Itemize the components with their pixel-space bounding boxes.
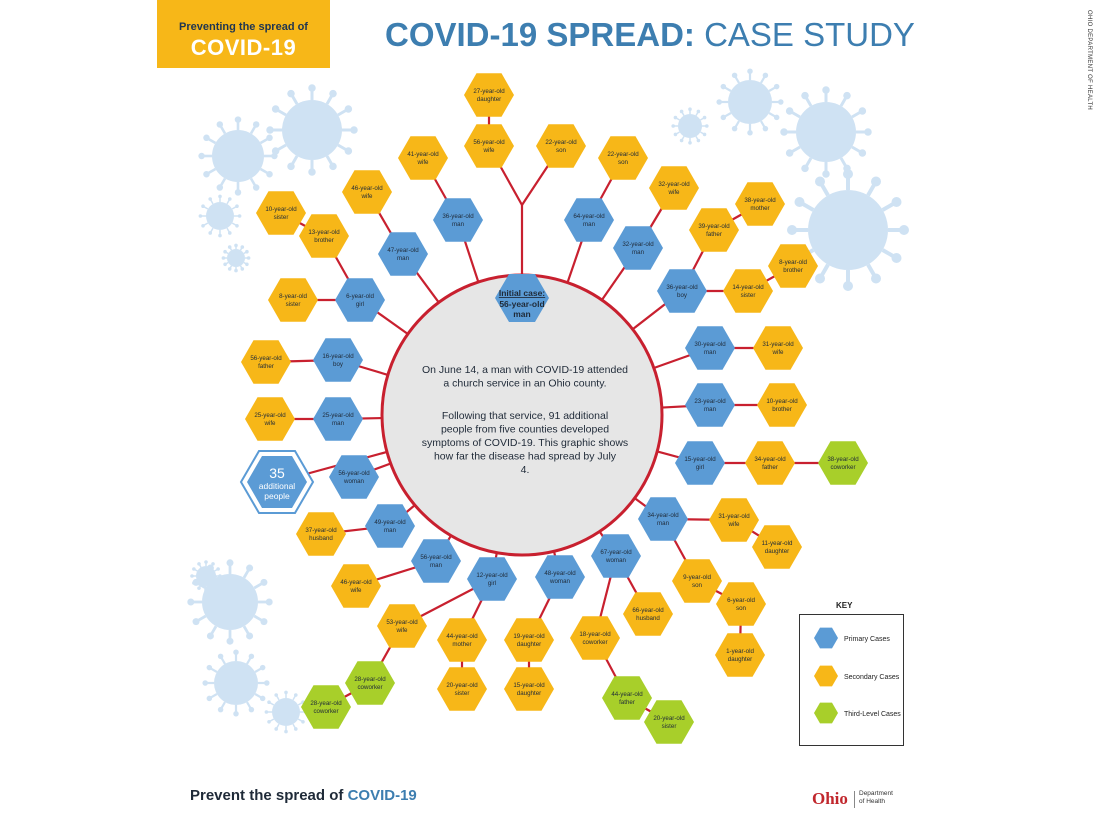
case-hex-secondary xyxy=(437,667,487,710)
footer-tagline xyxy=(190,787,417,804)
case-hex-primary xyxy=(685,383,735,426)
case-hex-primary xyxy=(378,232,428,275)
page-title xyxy=(385,16,915,54)
case-hex-third xyxy=(644,700,694,743)
case-hex-secondary xyxy=(570,616,620,659)
case-relation: daughter xyxy=(516,690,542,697)
case-hex-secondary xyxy=(536,124,586,167)
case-age: 56-year-old xyxy=(250,355,282,362)
case-relation: man xyxy=(582,221,596,228)
case-relation: daughter xyxy=(476,96,502,103)
case-relation: brother xyxy=(314,237,334,244)
case-hex-secondary xyxy=(299,214,349,257)
ohio-logo xyxy=(812,789,893,809)
case-relation: man xyxy=(631,249,645,256)
center-paragraph-2: Following that service, 91 additional people from five counties developed symptoms of COVID-19. This graphic shows how far the disease had spread by July 4. xyxy=(421,410,629,476)
case-hex-secondary xyxy=(753,326,803,369)
case-relation: sister xyxy=(740,292,756,299)
case-relation: sister xyxy=(273,214,289,221)
case-relation: coworker xyxy=(313,708,339,715)
case-relation: mother xyxy=(452,641,472,648)
legend-key xyxy=(799,614,904,746)
case-hex-secondary xyxy=(623,592,673,635)
case-relation: wife xyxy=(361,193,373,200)
case-hex-primary xyxy=(535,555,585,598)
case-age: 46-year-old xyxy=(351,185,383,192)
key-title: KEY xyxy=(836,601,853,610)
case-age: 44-year-old xyxy=(446,633,478,640)
case-relation: son xyxy=(556,147,566,154)
virus-icon xyxy=(716,68,783,135)
case-hex-primary xyxy=(591,534,641,577)
case-hex-secondary xyxy=(398,136,448,179)
case-hex-secondary xyxy=(245,397,295,440)
case-age: 36-year-old xyxy=(666,284,698,291)
case-age: 38-year-old xyxy=(744,197,776,204)
case-age: 28-year-old xyxy=(310,700,342,707)
case-relation: man xyxy=(429,562,443,569)
case-age: 9-year-old xyxy=(683,574,711,581)
case-relation: wife xyxy=(264,420,276,427)
center-paragraph-1: On June 14, a man with COVID-19 attended a church service in an Ohio county. xyxy=(421,364,629,390)
case-age: 14-year-old xyxy=(732,284,764,291)
title-light: CASE STUDY xyxy=(704,16,915,53)
case-relation: daughter xyxy=(764,548,790,555)
case-age: 16-year-old xyxy=(322,353,354,360)
case-relation: man xyxy=(703,349,717,356)
case-hex-secondary xyxy=(331,564,381,607)
case-age: 8-year-old xyxy=(279,293,307,300)
virus-icon xyxy=(198,116,277,195)
center-text xyxy=(422,364,628,476)
case-relation: wife xyxy=(668,189,680,196)
case-hex-third xyxy=(345,661,395,704)
case-relation: man xyxy=(396,255,410,262)
case-age: 12-year-old xyxy=(476,572,508,579)
case-hex-primary xyxy=(467,557,517,600)
case-hex-secondary xyxy=(672,559,722,602)
case-age: 27-year-old xyxy=(473,88,505,95)
case-relation: man xyxy=(703,406,717,413)
case-relation: wife xyxy=(728,521,740,528)
case-age: 15-year-old xyxy=(513,682,545,689)
case-hex-secondary xyxy=(504,667,554,710)
case-age: 56-year-old xyxy=(338,470,370,477)
case-relation: father xyxy=(258,363,274,370)
case-age: 66-year-old xyxy=(632,607,664,614)
case-relation: sister xyxy=(454,690,470,697)
case-relation: sister xyxy=(661,723,677,730)
case-relation: woman xyxy=(550,578,570,585)
case-relation: coworker xyxy=(357,684,383,691)
footer-prefix: Prevent the spread of xyxy=(190,787,344,804)
case-relation: father xyxy=(619,699,635,706)
case-relation: wife xyxy=(350,587,362,594)
key-label-primary: Primary Cases xyxy=(844,636,890,643)
virus-icon xyxy=(265,691,308,734)
virus-icon xyxy=(202,649,269,716)
case-hex-secondary xyxy=(256,191,306,234)
case-hex-third xyxy=(301,685,351,728)
case-age: 44-year-old xyxy=(611,691,643,698)
case-age: 39-year-old xyxy=(698,223,730,230)
case-hex-secondary xyxy=(752,525,802,568)
case-hex-secondary xyxy=(649,166,699,209)
case-age: 30-year-old xyxy=(694,341,726,348)
case-relation: sister xyxy=(285,301,301,308)
case-relation: brother xyxy=(783,267,803,274)
case-age: 31-year-old xyxy=(762,341,794,348)
case-age: 56-year-old xyxy=(420,554,452,561)
key-label-third: Third-Level Cases xyxy=(844,711,901,718)
case-relation: coworker xyxy=(582,639,608,646)
case-age: 25-year-old xyxy=(322,412,354,419)
footer-highlight: COVID-19 xyxy=(347,787,417,804)
case-age: 22-year-old xyxy=(545,139,577,146)
case-relation: wife xyxy=(417,159,429,166)
case-age: 10-year-old xyxy=(766,398,798,405)
logo-dept-line2: of Health xyxy=(859,798,886,805)
case-hex-secondary xyxy=(757,383,807,426)
logo-dept xyxy=(859,790,919,806)
side-credit: OHIO DEPARTMENT OF HEALTH xyxy=(1086,10,1092,111)
case-relation: daughter xyxy=(516,641,542,648)
case-relation: man xyxy=(331,420,345,427)
case-hex-primary xyxy=(564,198,614,241)
case-hex-primary xyxy=(411,539,461,582)
case-relation: woman xyxy=(606,557,626,564)
case-age: 48-year-old xyxy=(544,570,576,577)
case-age: 64-year-old xyxy=(573,213,605,220)
case-hex-secondary xyxy=(342,170,392,213)
case-relation: husband xyxy=(636,615,660,622)
case-hex-secondary xyxy=(716,582,766,625)
case-hex-secondary xyxy=(709,498,759,541)
case-hex-third xyxy=(602,676,652,719)
case-relation: father xyxy=(762,464,778,471)
case-age: 6-year-old xyxy=(346,293,374,300)
case-relation: wife xyxy=(772,349,784,356)
case-relation: father xyxy=(706,231,722,238)
case-hex-primary xyxy=(657,269,707,312)
case-age: 47-year-old xyxy=(387,247,419,254)
case-hex-primary xyxy=(675,441,725,484)
virus-icon xyxy=(199,195,242,238)
case-relation: son xyxy=(692,582,702,589)
case-hex-secondary xyxy=(464,124,514,167)
case-age: 11-year-old xyxy=(761,540,793,547)
case-age: 13-year-old xyxy=(308,229,340,236)
case-age: 23-year-old xyxy=(694,398,726,405)
case-relation: daughter xyxy=(727,656,753,663)
case-age: 31-year-old xyxy=(718,513,750,520)
case-relation: brother xyxy=(772,406,792,413)
case-hex-secondary xyxy=(723,269,773,312)
additional-people-hex xyxy=(241,451,313,513)
case-age: 32-year-old xyxy=(658,181,690,188)
header-badge xyxy=(157,0,330,68)
case-hex-secondary xyxy=(437,618,487,661)
case-relation: son xyxy=(736,605,746,612)
case-hex-secondary xyxy=(296,512,346,555)
case-relation: wife xyxy=(396,627,408,634)
case-age: 46-year-old xyxy=(340,579,372,586)
case-relation: son xyxy=(618,159,628,166)
case-relation: coworker xyxy=(830,464,856,471)
case-age: 15-year-old xyxy=(684,456,716,463)
case-age: 37-year-old xyxy=(305,527,337,534)
key-label-secondary: Secondary Cases xyxy=(844,674,900,681)
virus-icon xyxy=(222,244,251,273)
case-age: 20-year-old xyxy=(446,682,478,689)
case-relation: boy xyxy=(333,361,343,368)
case-relation: wife xyxy=(483,147,495,154)
case-relation: man xyxy=(383,527,397,534)
initial-case-label: Initial case: xyxy=(498,288,546,298)
virus-icon xyxy=(266,84,358,176)
case-age: 38-year-old xyxy=(827,456,859,463)
case-relation: girl xyxy=(695,464,705,471)
case-age: 32-year-old xyxy=(622,241,654,248)
badge-line1: Preventing the spread of xyxy=(179,21,308,33)
virus-icon xyxy=(780,86,872,178)
case-hex-primary xyxy=(613,226,663,269)
case-age: 22-year-old xyxy=(607,151,639,158)
case-hex-primary xyxy=(313,397,363,440)
case-hex-primary xyxy=(433,198,483,241)
case-age: 20-year-old xyxy=(653,715,685,722)
case-age: 8-year-old xyxy=(779,259,807,266)
case-hex-secondary xyxy=(715,633,765,676)
case-hex-secondary xyxy=(598,136,648,179)
case-relation: woman xyxy=(344,478,364,485)
logo-dept-line1: Department xyxy=(859,790,893,797)
case-relation: man xyxy=(451,221,465,228)
case-relation: mother xyxy=(750,205,770,212)
case-age: 67-year-old xyxy=(600,549,632,556)
case-relation: man xyxy=(656,520,670,527)
case-relation: girl xyxy=(487,580,497,587)
case-hex-primary xyxy=(685,326,735,369)
case-hex-secondary xyxy=(735,182,785,225)
additional-label: additional people xyxy=(258,481,296,501)
case-hex-primary xyxy=(313,338,363,381)
case-hex-third xyxy=(818,441,868,484)
case-age: 34-year-old xyxy=(754,456,786,463)
case-relation: girl xyxy=(355,301,365,308)
case-age: 28-year-old xyxy=(354,676,386,683)
logo-divider xyxy=(854,791,855,808)
case-hex-primary xyxy=(329,455,379,498)
virus-icon xyxy=(671,107,708,144)
case-age: 36-year-old xyxy=(442,213,474,220)
additional-count: 35 xyxy=(269,465,285,481)
logo-ohio: Ohio xyxy=(812,789,848,808)
case-age: 19-year-old xyxy=(513,633,545,640)
case-age: 1-year-old xyxy=(726,648,754,655)
case-hex-secondary xyxy=(464,73,514,116)
case-relation: boy xyxy=(677,292,687,299)
case-hex-secondary xyxy=(241,340,291,383)
case-age: 49-year-old xyxy=(374,519,406,526)
initial-case-desc: 56-year-old man xyxy=(499,299,545,319)
case-age: 56-year-old xyxy=(473,139,505,146)
case-age: 10-year-old xyxy=(265,206,297,213)
case-hex-secondary xyxy=(689,208,739,251)
case-hex-primary xyxy=(335,278,385,321)
case-age: 18-year-old xyxy=(579,631,611,638)
title-bold: COVID-19 SPREAD: xyxy=(385,16,695,53)
case-age: 34-year-old xyxy=(647,512,679,519)
case-hex-secondary xyxy=(268,278,318,321)
case-relation: husband xyxy=(309,535,333,542)
case-age: 41-year-old xyxy=(407,151,439,158)
case-hex-primary xyxy=(638,497,688,540)
case-age: 53-year-old xyxy=(386,619,418,626)
badge-line2: COVID-19 xyxy=(190,35,297,60)
case-hex-secondary xyxy=(504,618,554,661)
case-hex-secondary xyxy=(745,441,795,484)
case-hex-secondary xyxy=(377,604,427,647)
case-age: 6-year-old xyxy=(727,597,755,604)
case-age: 25-year-old xyxy=(254,412,286,419)
